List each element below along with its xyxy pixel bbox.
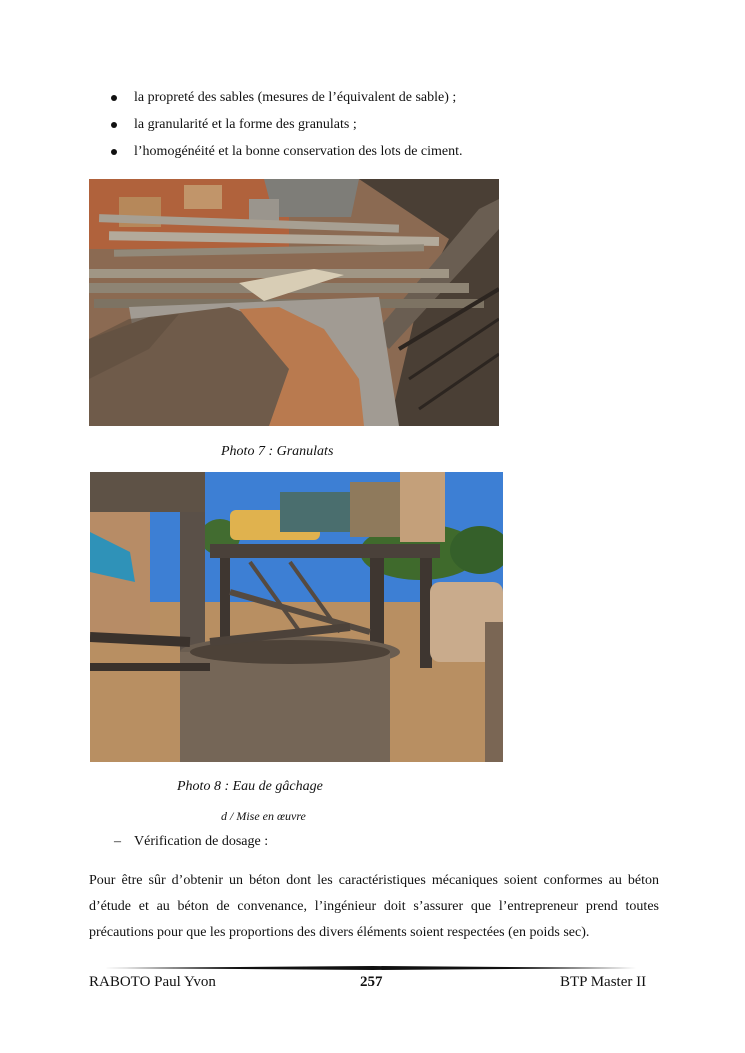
- bullet-icon: [111, 95, 117, 101]
- footer-page-number: 257: [360, 974, 383, 990]
- dash-list-item: [114, 834, 268, 850]
- body-paragraph: Pour être sûr d’obtenir un béton dont les caractéristiques mécaniques soient conformes au béton d’étude et au béton de convenance, l’ingénieur doit s’assurer que l’entrepreneur prend toutes précautions pour que les proportions des divers éléments soient respectées (en poids sec).: [89, 873, 659, 940]
- footer-author: RABOTO Paul Yvon: [89, 974, 216, 990]
- bullet-text: l’homogénéité et la bonne conservation des lots de ciment.: [134, 144, 463, 159]
- bullet-item: [108, 115, 668, 142]
- bullet-item: [108, 88, 668, 115]
- bullet-list: [108, 88, 668, 169]
- bullet-text: la granularité et la forme des granulats ;: [134, 117, 357, 132]
- bullet-icon: [111, 149, 117, 155]
- bullet-text: la propreté des sables (mesures de l’équivalent de sable) ;: [134, 90, 457, 105]
- photo-granulats: [89, 179, 499, 426]
- photo-granulats-image: [89, 179, 499, 426]
- footer-course: BTP Master II: [560, 974, 647, 990]
- footer-divider: [104, 966, 642, 970]
- photo-eau-de-gachage-image: [90, 472, 503, 762]
- photo8-caption: Photo 8 : Eau de gâchage: [177, 779, 323, 794]
- bullet-item: [108, 142, 668, 169]
- photo-eau-de-gachage: [90, 472, 503, 762]
- bullet-icon: [111, 122, 117, 128]
- dash-icon: –: [114, 834, 121, 849]
- dash-item-text: Vérification de dosage :: [134, 834, 269, 849]
- subsection-title: d / Mise en œuvre: [221, 809, 306, 823]
- photo7-caption: Photo 7 : Granulats: [221, 444, 334, 459]
